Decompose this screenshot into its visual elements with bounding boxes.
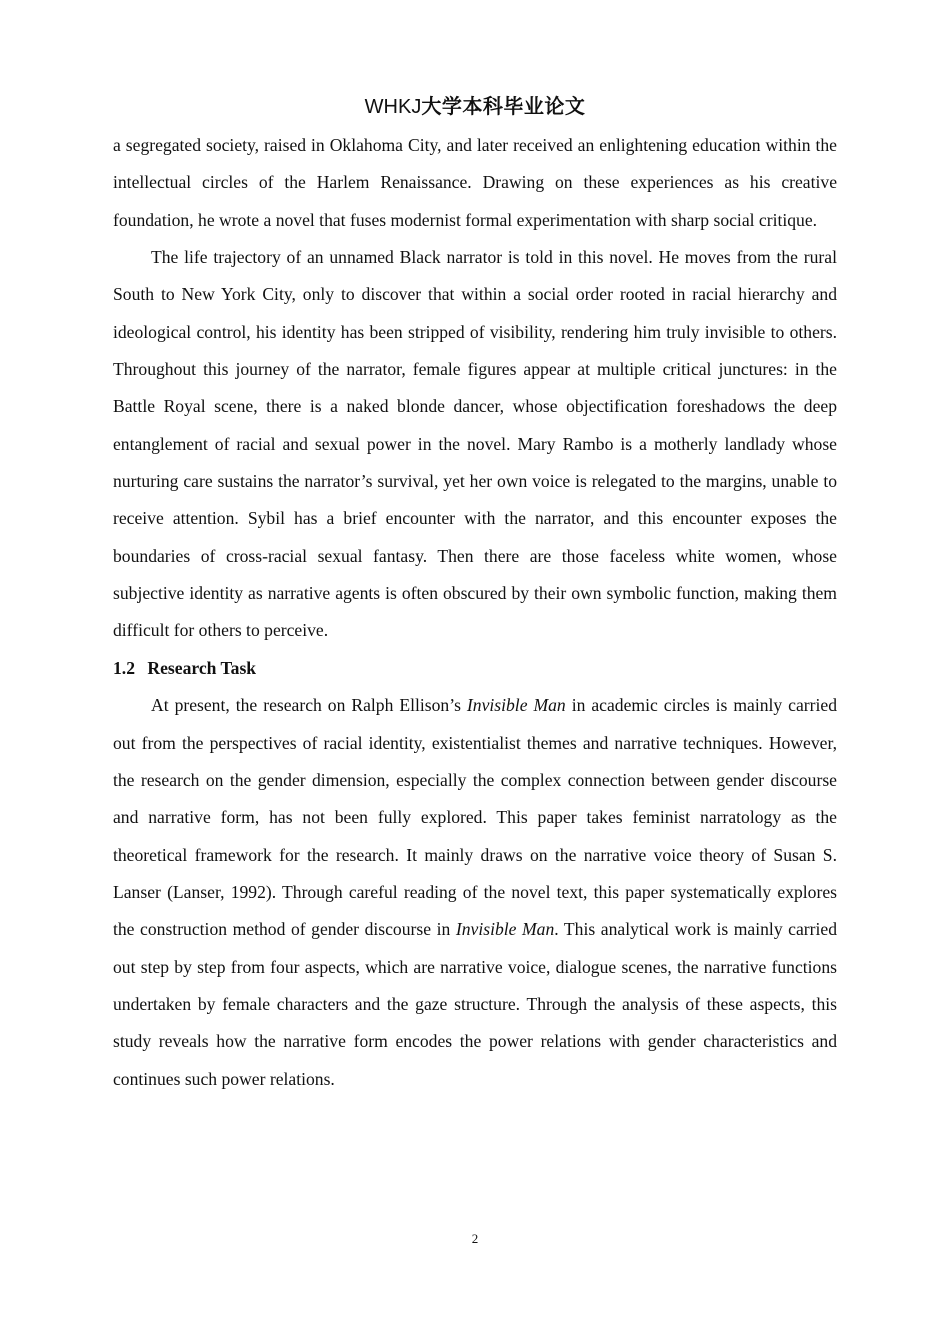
header-thesis-title: 大学本科毕业论文	[421, 94, 586, 118]
novel-title-italic: Invisible Man	[466, 695, 566, 716]
section-heading	[113, 650, 837, 687]
header-school-code: WHKJ	[364, 96, 422, 118]
body-text	[113, 127, 837, 1098]
research-text-part-3: . This analytical work is mainly carried out step by step from four aspects, which are narrative voice, dialogue scenes, the narrative functions undertaken by female characters and the gaze structure. Through the analysis of these aspects, this study reveals how the narrative form encodes the power relations with gender characteristics and continues such power relations.	[113, 919, 838, 1089]
paragraph-continuation: a segregated society, raised in Oklahoma City, and later received an enlightening education within the intellectual circles of the Harlem Renaissance. Drawing on these experiences as his creative foundation, he wrote a novel that fuses modernist formal experimentation with sharp social critique.	[113, 135, 837, 230]
novel-title-italic: Invisible Man	[455, 919, 555, 940]
running-header	[0, 93, 950, 120]
research-text-part-1: At present, the research on Ralph Ellison’s	[151, 695, 467, 716]
paragraph-research-task	[113, 687, 837, 1098]
section-number: 1.2	[113, 657, 135, 678]
section-title: Research Task	[147, 657, 257, 678]
paragraph-narrator-trajectory: The life trajectory of an unnamed Black narrator is told in this novel. He moves from the rural South to New York City, only to discover that within a social order rooted in racial hierarchy and ideological control, his identity has been stripped of visibility, rendering him truly invisible to others. Throughout this journey of the narrator, female figures appear at multiple critical junctures: in the Battle Royal scene, there is a naked blonde dancer, whose objectification foreshadows the deep entanglement of racial and sexual power in the novel. Mary Rambo is a motherly landlady whose nurturing care sustains the narrator’s survival, yet her own voice is relegated to the margins, unable to receive attention. Sybil has a brief encounter with the narrator, and this encounter exposes the boundaries of cross-racial sexual fantasy. Then there are those faceless white women, whose subjective identity as narrative agents is often obscured by their own symbolic function, making them difficult for others to perceive.	[113, 247, 837, 641]
research-text-part-2: in academic circles is mainly carried out from the perspectives of racial identity, existentialist themes and narrative techniques. However, the research on the gender dimension, especially the complex connection between gender discourse and narrative form, has not been fully explored. This paper takes feminist narratology as the theoretical framework for the research. It mainly draws on the narrative voice theory of Susan S. Lanser (Lanser, 1992). Through careful reading of the novel text, this paper systematically explores the construction method of gender discourse in	[113, 695, 838, 940]
page-number: 2	[471, 1231, 479, 1246]
